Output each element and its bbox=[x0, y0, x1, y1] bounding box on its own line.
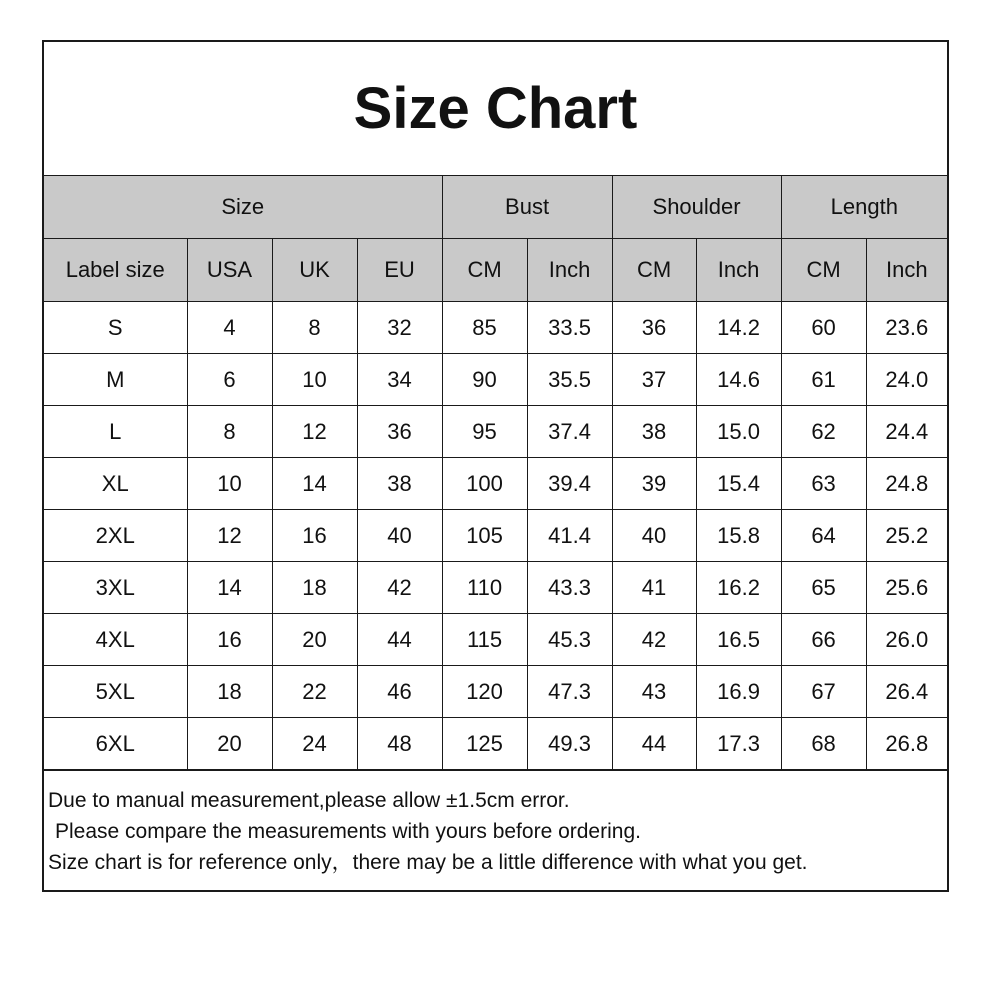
cell-label-size: 5XL bbox=[44, 666, 187, 718]
group-header-length: Length bbox=[781, 176, 947, 239]
cell-bust-cm: 100 bbox=[442, 458, 527, 510]
cell-bust-inch: 43.3 bbox=[527, 562, 612, 614]
cell-length-inch: 25.2 bbox=[866, 510, 947, 562]
cell-length-inch: 26.0 bbox=[866, 614, 947, 666]
note-line: Please compare the measurements with yours before ordering. bbox=[55, 820, 641, 843]
size-table bbox=[44, 176, 947, 770]
sub-header-bust-inch: Inch bbox=[527, 239, 612, 302]
cell-usa: 18 bbox=[187, 666, 272, 718]
cell-length-cm: 60 bbox=[781, 302, 866, 354]
cell-length-cm: 68 bbox=[781, 718, 866, 770]
cell-bust-cm: 125 bbox=[442, 718, 527, 770]
cell-length-inch: 26.4 bbox=[866, 666, 947, 718]
sub-header-uk: UK bbox=[272, 239, 357, 302]
cell-eu: 42 bbox=[357, 562, 442, 614]
cell-bust-cm: 110 bbox=[442, 562, 527, 614]
cell-shoulder-inch: 15.8 bbox=[696, 510, 781, 562]
cell-length-cm: 63 bbox=[781, 458, 866, 510]
cell-eu: 44 bbox=[357, 614, 442, 666]
cell-length-inch: 26.8 bbox=[866, 718, 947, 770]
cell-label-size: 3XL bbox=[44, 562, 187, 614]
cell-length-cm: 66 bbox=[781, 614, 866, 666]
cell-shoulder-inch: 17.3 bbox=[696, 718, 781, 770]
cell-length-cm: 67 bbox=[781, 666, 866, 718]
cell-length-inch: 24.8 bbox=[866, 458, 947, 510]
sub-header-length-inch: Inch bbox=[866, 239, 947, 302]
cell-eu: 38 bbox=[357, 458, 442, 510]
cell-shoulder-inch: 15.4 bbox=[696, 458, 781, 510]
table-row bbox=[44, 562, 947, 614]
sub-header-usa: USA bbox=[187, 239, 272, 302]
cell-uk: 22 bbox=[272, 666, 357, 718]
cell-uk: 14 bbox=[272, 458, 357, 510]
sub-header-length-cm: CM bbox=[781, 239, 866, 302]
cell-shoulder-inch: 16.9 bbox=[696, 666, 781, 718]
table-row bbox=[44, 458, 947, 510]
cell-usa: 10 bbox=[187, 458, 272, 510]
cell-length-cm: 64 bbox=[781, 510, 866, 562]
cell-bust-cm: 85 bbox=[442, 302, 527, 354]
cell-shoulder-cm: 44 bbox=[612, 718, 696, 770]
chart-title: Size Chart bbox=[44, 42, 947, 176]
cell-usa: 14 bbox=[187, 562, 272, 614]
cell-usa: 20 bbox=[187, 718, 272, 770]
cell-label-size: 2XL bbox=[44, 510, 187, 562]
cell-shoulder-cm: 37 bbox=[612, 354, 696, 406]
cell-shoulder-cm: 36 bbox=[612, 302, 696, 354]
cell-uk: 16 bbox=[272, 510, 357, 562]
cell-bust-cm: 115 bbox=[442, 614, 527, 666]
sub-header-shoulder-cm: CM bbox=[612, 239, 696, 302]
cell-uk: 20 bbox=[272, 614, 357, 666]
table-row bbox=[44, 354, 947, 406]
cell-eu: 40 bbox=[357, 510, 442, 562]
cell-shoulder-cm: 43 bbox=[612, 666, 696, 718]
cell-usa: 16 bbox=[187, 614, 272, 666]
cell-eu: 34 bbox=[357, 354, 442, 406]
cell-shoulder-cm: 42 bbox=[612, 614, 696, 666]
cell-label-size: S bbox=[44, 302, 187, 354]
table-row bbox=[44, 666, 947, 718]
cell-eu: 36 bbox=[357, 406, 442, 458]
cell-bust-cm: 120 bbox=[442, 666, 527, 718]
cell-label-size: 4XL bbox=[44, 614, 187, 666]
note-line: Size chart is for reference only，there may be a little difference with what you get. bbox=[48, 851, 808, 874]
cell-uk: 24 bbox=[272, 718, 357, 770]
group-header-shoulder: Shoulder bbox=[612, 176, 781, 239]
cell-bust-inch: 39.4 bbox=[527, 458, 612, 510]
cell-bust-inch: 49.3 bbox=[527, 718, 612, 770]
table-row bbox=[44, 718, 947, 770]
cell-bust-cm: 90 bbox=[442, 354, 527, 406]
table-row bbox=[44, 614, 947, 666]
cell-shoulder-cm: 41 bbox=[612, 562, 696, 614]
table-row bbox=[44, 406, 947, 458]
cell-bust-inch: 35.5 bbox=[527, 354, 612, 406]
sub-header-bust-cm: CM bbox=[442, 239, 527, 302]
notes bbox=[44, 770, 947, 878]
group-header-size: Size bbox=[44, 176, 442, 239]
cell-uk: 18 bbox=[272, 562, 357, 614]
note-line: Due to manual measurement,please allow ±1.5cm error. bbox=[48, 789, 570, 812]
cell-shoulder-cm: 38 bbox=[612, 406, 696, 458]
cell-usa: 4 bbox=[187, 302, 272, 354]
cell-length-inch: 24.0 bbox=[866, 354, 947, 406]
sub-header-row bbox=[44, 239, 947, 302]
cell-length-inch: 23.6 bbox=[866, 302, 947, 354]
cell-usa: 12 bbox=[187, 510, 272, 562]
group-header-row bbox=[44, 176, 947, 239]
cell-bust-inch: 41.4 bbox=[527, 510, 612, 562]
cell-label-size: 6XL bbox=[44, 718, 187, 770]
cell-shoulder-cm: 39 bbox=[612, 458, 696, 510]
cell-eu: 46 bbox=[357, 666, 442, 718]
group-header-bust: Bust bbox=[442, 176, 612, 239]
cell-bust-inch: 47.3 bbox=[527, 666, 612, 718]
cell-bust-inch: 45.3 bbox=[527, 614, 612, 666]
table-row bbox=[44, 302, 947, 354]
cell-length-cm: 62 bbox=[781, 406, 866, 458]
cell-length-cm: 61 bbox=[781, 354, 866, 406]
cell-bust-cm: 105 bbox=[442, 510, 527, 562]
cell-uk: 8 bbox=[272, 302, 357, 354]
cell-length-inch: 24.4 bbox=[866, 406, 947, 458]
sub-header-eu: EU bbox=[357, 239, 442, 302]
cell-usa: 8 bbox=[187, 406, 272, 458]
cell-eu: 48 bbox=[357, 718, 442, 770]
sub-header-label-size: Label size bbox=[44, 239, 187, 302]
cell-shoulder-inch: 16.5 bbox=[696, 614, 781, 666]
size-chart bbox=[42, 40, 949, 892]
cell-shoulder-inch: 14.2 bbox=[696, 302, 781, 354]
cell-label-size: XL bbox=[44, 458, 187, 510]
cell-shoulder-inch: 14.6 bbox=[696, 354, 781, 406]
cell-length-inch: 25.6 bbox=[866, 562, 947, 614]
cell-shoulder-inch: 16.2 bbox=[696, 562, 781, 614]
cell-label-size: M bbox=[44, 354, 187, 406]
cell-bust-inch: 37.4 bbox=[527, 406, 612, 458]
cell-bust-inch: 33.5 bbox=[527, 302, 612, 354]
cell-shoulder-cm: 40 bbox=[612, 510, 696, 562]
cell-usa: 6 bbox=[187, 354, 272, 406]
table-row bbox=[44, 510, 947, 562]
cell-uk: 10 bbox=[272, 354, 357, 406]
cell-length-cm: 65 bbox=[781, 562, 866, 614]
cell-eu: 32 bbox=[357, 302, 442, 354]
cell-bust-cm: 95 bbox=[442, 406, 527, 458]
cell-label-size: L bbox=[44, 406, 187, 458]
cell-uk: 12 bbox=[272, 406, 357, 458]
sub-header-shoulder-inch: Inch bbox=[696, 239, 781, 302]
cell-shoulder-inch: 15.0 bbox=[696, 406, 781, 458]
